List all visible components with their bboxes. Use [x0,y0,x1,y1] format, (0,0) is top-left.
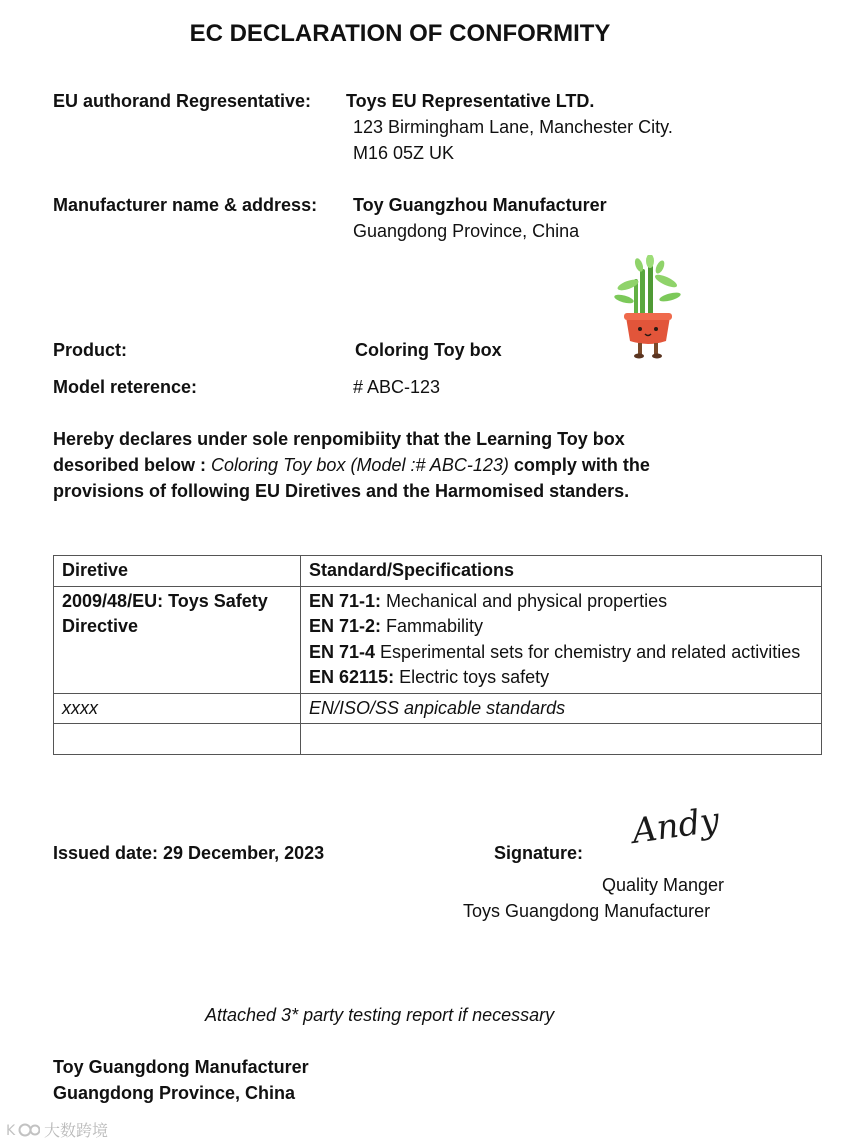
table-cell-spec: EN/ISO/SS anpicable standards [301,693,822,724]
table-header-directive: Diretive [54,556,301,587]
table-cell-empty [54,724,301,755]
signature-role: Quality Manger [602,875,725,895]
product-plant-image [612,255,684,359]
signature-company: Toys Guangdong Manufacturer [463,901,711,921]
spec-text: Electric toys safety [394,667,550,687]
rep-label: EU authorand Regresentative: [53,91,312,111]
watermark [6,1118,108,1141]
manufacturer-address: Guangdong Province, China [353,221,580,241]
table-cell-directive: xxxx [54,693,301,724]
table-header-row [54,556,822,587]
issued-date: Issued date: 29 December, 2023 [53,843,325,863]
table-row [54,693,822,724]
spec-text: Mechanical and physical properties [381,590,668,611]
declaration-line2-tail: comply with the [508,455,650,475]
declaration-line2-lead: desoribed below : [53,455,212,475]
rep-address-line1: 123 Birmingham Lane, Manchester City. [353,117,673,137]
footer-company: Toy Guangdong Manufacturer [53,1057,309,1077]
rep-address-line2: M16 05Z UK [353,143,455,163]
spec-item [309,589,813,615]
svg-text:K: K [6,1122,16,1139]
table-cell-empty [301,724,822,755]
watermark-logo-icon [6,1121,40,1139]
directive-line1: 2009/48/EU: Toys Safety [62,590,268,611]
manufacturer-name: Toy Guangzhou Manufacturer [353,195,607,215]
table-header-standard: Standard/Specifications [301,556,822,587]
table-row [54,586,822,693]
signature-label: Signature: [494,843,584,863]
model-label: Model reterence: [53,377,198,397]
table-row-empty [54,724,822,755]
footer-address: Guangdong Province, China [53,1083,296,1103]
spec-text: Esperimental sets for chemistry and related activities [375,641,801,662]
declaration-line2-product: Coloring Toy box (Model :# ABC-123) [211,455,509,475]
plant-leaves-icon [613,255,681,321]
spec-item [309,665,813,691]
spec-text: Fammability [381,616,484,636]
declaration-line1: Hereby declares under sole renpomibiity that the Learning Toy box [53,429,625,449]
manufacturer-label: Manufacturer name & address: [53,195,318,215]
declaration-line2 [53,455,650,476]
spec-code: EN 62115: [309,667,395,687]
signature-handwritten: Andy [629,800,722,852]
spec-item [309,640,813,666]
page-title: EC DECLARATION OF CONFORMITY [189,20,611,47]
product-label: Product: [53,340,127,360]
product-value: Coloring Toy box [355,340,502,360]
plant-pot-icon [624,313,672,359]
table-cell-directive [54,586,301,693]
spec-code: EN 71-2: [309,616,382,636]
model-value: # ABC-123 [353,377,441,397]
declaration-line3: provisions of following EU Diretives and the Harmomised standers. [53,481,630,501]
spec-code: EN 71-1: [309,590,382,611]
table-cell-specs [301,586,822,693]
watermark-text: 大数跨境 [44,1123,109,1140]
spec-code: EN 71-4 [309,641,376,662]
directives-table [53,555,822,755]
spec-item [309,614,813,640]
rep-name: Toys EU Representative LTD. [346,91,595,111]
attached-note: Attached 3* party testing report if necessary [205,1005,555,1025]
directive-line2: Directive [62,616,139,636]
